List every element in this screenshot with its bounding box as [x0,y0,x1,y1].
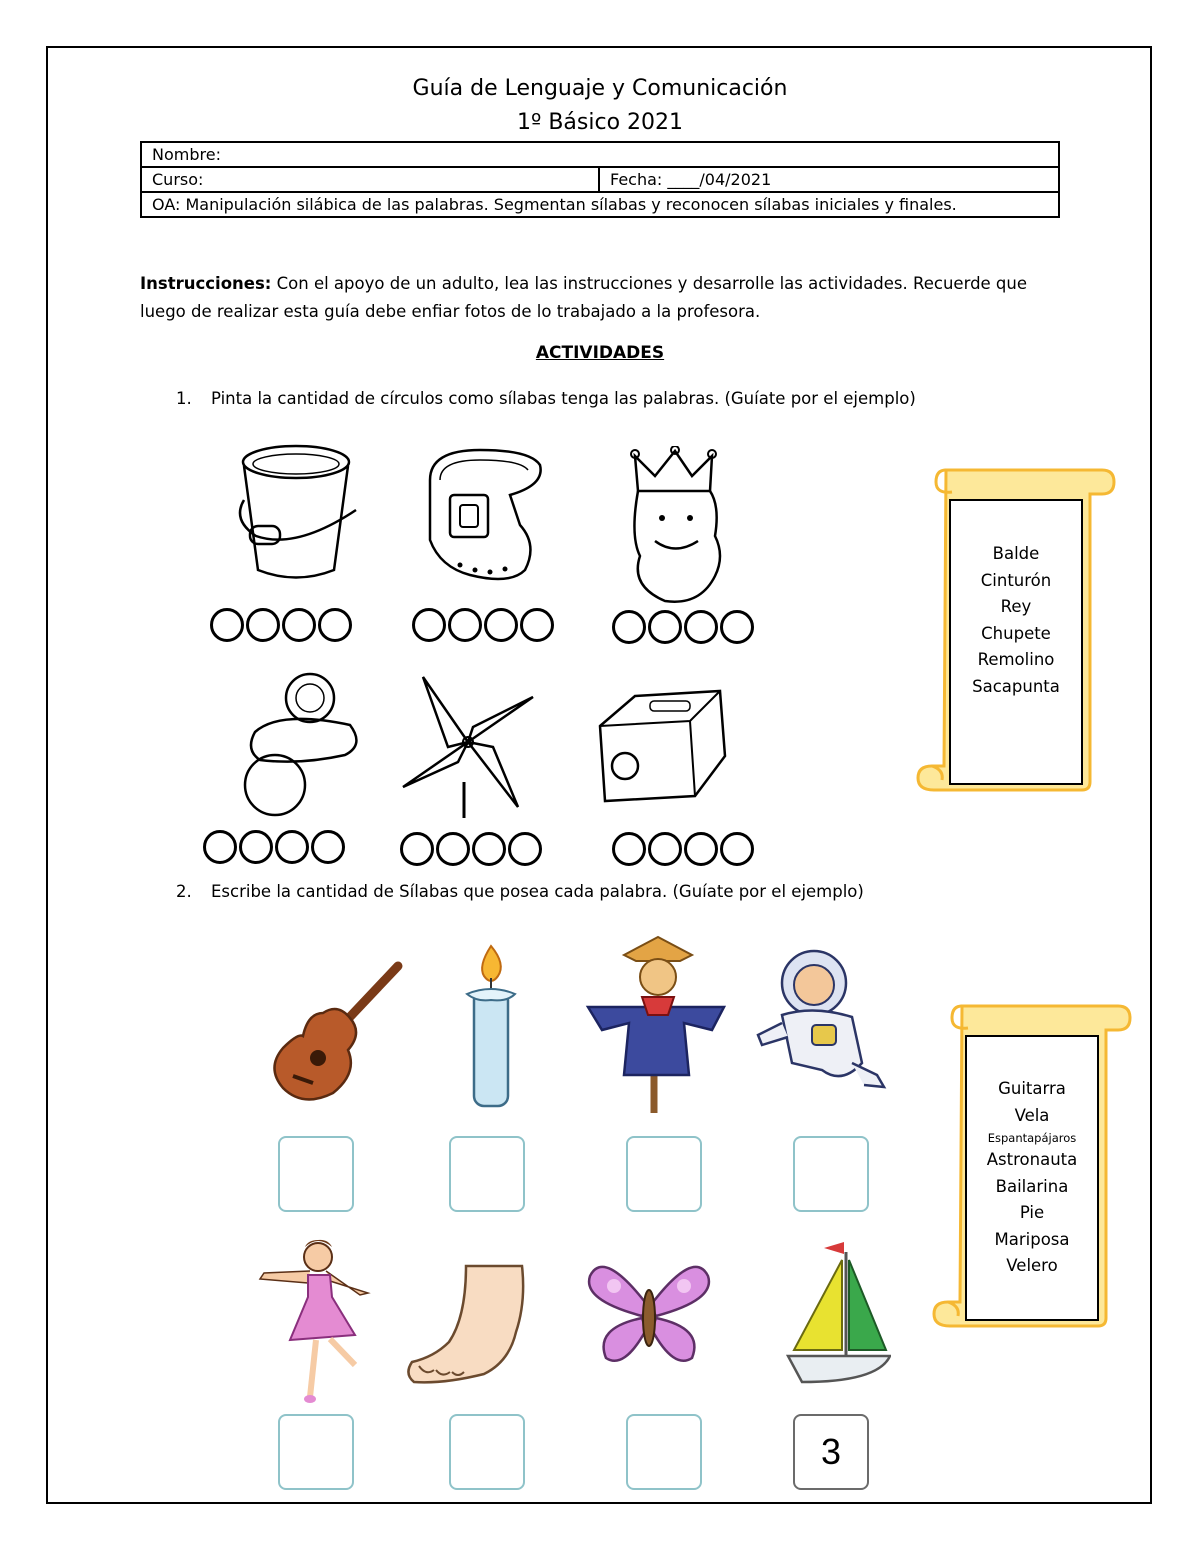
page-subtitle: 1º Básico 2021 [516,110,684,135]
instructions-label: Instrucciones: [140,274,272,293]
name-cell[interactable]: Nombre: [141,142,1059,167]
syllable-circles-4 [203,830,345,864]
page-title: Guía de Lenguaje y Comunicación [412,76,788,101]
scarecrow-picture [584,935,732,1115]
foot-picture [404,1262,526,1387]
instructions [140,270,1070,326]
syllable-circle[interactable] [246,608,280,642]
answer-box-foot[interactable] [449,1414,525,1490]
sailboat-picture [786,1238,891,1388]
astronaut-picture [752,945,892,1095]
word-item: Balde [992,544,1040,563]
syllable-circles-5 [400,832,542,866]
syllable-circle[interactable] [239,830,273,864]
answer-box-ballerina[interactable] [278,1414,354,1490]
activity-2-instruction [176,882,864,901]
answer-box-astronaut[interactable] [793,1136,869,1212]
guitar-picture [268,958,408,1106]
answer-box-sailboat[interactable]: 3 [793,1414,869,1490]
syllable-circles-6 [612,832,754,866]
word-item: Remolino [977,650,1055,669]
word-item: Cinturón [980,570,1052,590]
activity-2-text: Escribe la cantidad de Sílabas que posea cada palabra. (Guíate por el ejemplo) [211,882,864,901]
syllable-circle[interactable] [684,832,718,866]
date-cell[interactable]: Fecha: ____/04/2021 [599,167,1059,192]
word-item: Chupete [981,623,1051,643]
syllable-circle[interactable] [508,832,542,866]
course-cell[interactable]: Curso: [141,167,599,192]
syllable-circle[interactable] [648,610,682,644]
syllable-circle[interactable] [203,830,237,864]
word-item: Espantapájaros [987,1131,1077,1145]
syllable-circle[interactable] [436,832,470,866]
answer-box-guitar[interactable] [278,1136,354,1212]
word-item: Mariposa [994,1229,1070,1249]
candle-picture [462,942,520,1110]
syllable-circle[interactable] [648,832,682,866]
activity-2-number: 2. [176,882,192,901]
syllable-circles-2 [412,608,554,642]
activities-heading: ACTIVIDADES [535,343,665,363]
pacifier-picture [240,670,365,820]
syllable-circle[interactable] [448,608,482,642]
answer-box-butterfly[interactable] [626,1414,702,1490]
word-item: Rey [1000,597,1032,616]
answer-box-candle[interactable] [449,1136,525,1212]
syllable-circle[interactable] [684,610,718,644]
syllable-circle[interactable] [282,608,316,642]
word-item: Vela [1014,1105,1050,1125]
syllable-circle[interactable] [720,610,754,644]
ballerina-picture [250,1235,375,1405]
pinwheel-picture [398,672,538,820]
word-item: Pie [1019,1203,1045,1222]
word-item: Bailarina [995,1176,1069,1196]
syllable-circle[interactable] [520,608,554,642]
king-picture [620,446,735,606]
syllable-circle[interactable] [311,830,345,864]
sharpener-picture [595,686,730,808]
syllable-circle[interactable] [400,832,434,866]
belt-picture [420,445,550,590]
syllable-circle[interactable] [612,832,646,866]
syllable-circle[interactable] [612,610,646,644]
activity-1-instruction [176,389,916,408]
info-table [140,141,1060,218]
word-item: Astronauta [986,1150,1078,1169]
instructions-text: Con el apoyo de un adulto, lea las instrucciones y desarrolle las actividades. Recuerde que luego de realizar esta guía debe enfiar fotos de lo trabajado a la profesora. [140,274,1028,321]
syllable-circle[interactable] [275,830,309,864]
butterfly-picture [584,1258,714,1370]
word-item: Velero [1006,1256,1058,1275]
bucket-picture [236,440,361,585]
objective-cell: OA: Manipulación silábica de las palabras. Segmentan sílabas y reconocen sílabas iniciales y finales. [141,192,1059,217]
syllable-circle[interactable] [210,608,244,642]
syllable-circles-1 [210,608,352,642]
word-item: Guitarra [998,1079,1066,1098]
answer-box-scarecrow[interactable] [626,1136,702,1212]
syllable-circle[interactable] [472,832,506,866]
word-list-2 [966,1076,1098,1280]
word-item: Sacapunta [972,676,1060,696]
syllable-circle[interactable] [412,608,446,642]
activity-1-text: Pinta la cantidad de círculos como sílabas tenga las palabras. (Guíate por el ejemplo) [211,389,916,408]
syllable-circles-3 [612,610,754,644]
activity-1-number: 1. [176,389,192,408]
syllable-circle[interactable] [318,608,352,642]
syllable-circle[interactable] [720,832,754,866]
word-list-1 [950,541,1082,700]
syllable-circle[interactable] [484,608,518,642]
